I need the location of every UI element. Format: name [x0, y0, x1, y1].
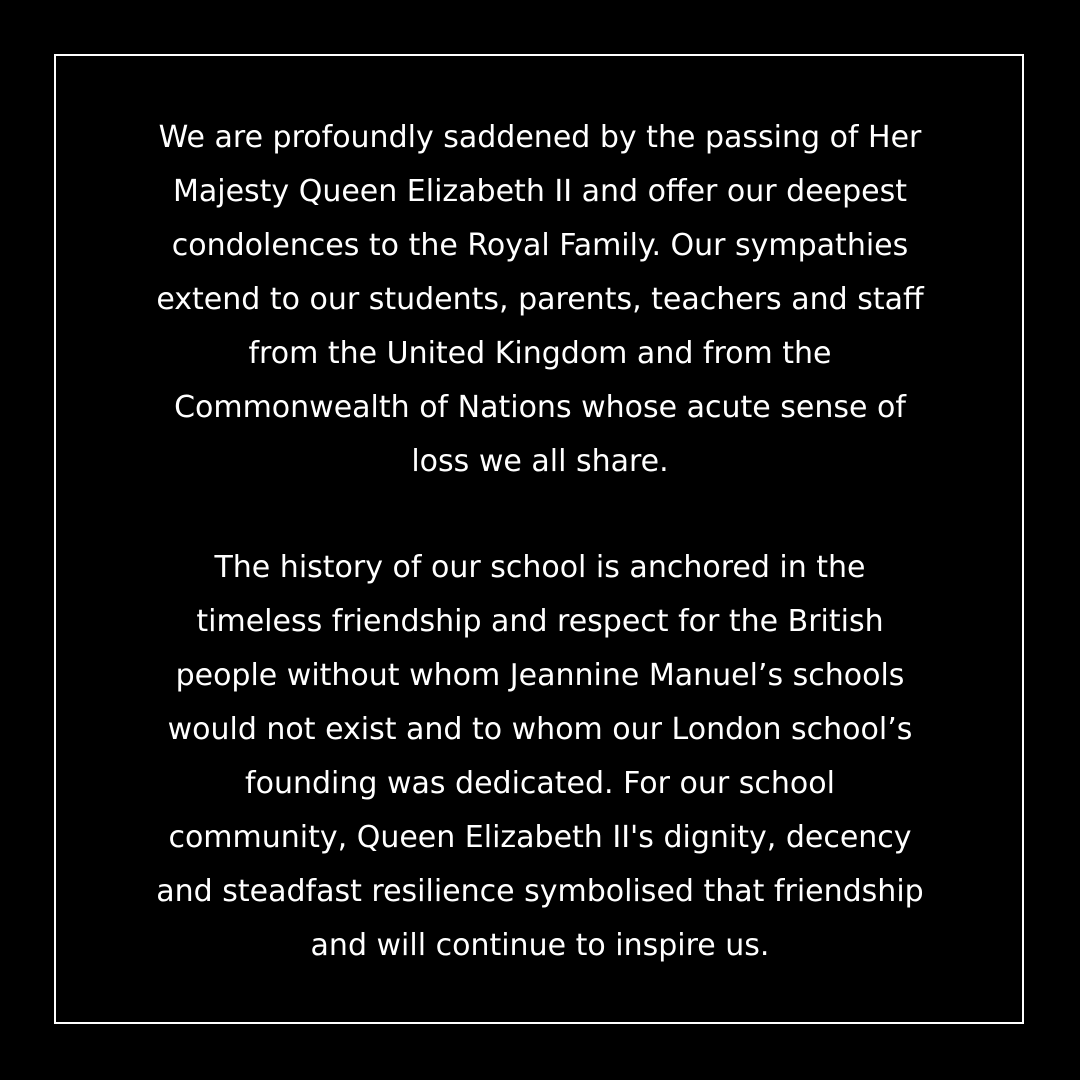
paragraph-line: would not exist and to whom our London school’s [167, 712, 913, 747]
paragraph-line: and steadfast resilience symbolised that friendship [156, 874, 924, 909]
paragraph-line: condolences to the Royal Family. Our sympathies [171, 228, 909, 263]
paragraph-line: Commonwealth of Nations whose acute sense of [174, 390, 906, 425]
condolence-paragraph [58, 111, 1022, 489]
paragraph-line: extend to our students, parents, teachers and staff [156, 282, 924, 317]
paragraph-line: community, Queen Elizabeth II's dignity, decency [168, 820, 912, 855]
paragraph-line: from the United Kingdom and from the [248, 336, 832, 371]
paragraph-line: We are profoundly saddened by the passing of Her [158, 120, 922, 155]
school-history-paragraph [58, 541, 1022, 973]
paragraph-line: founding was dedicated. For our school [245, 766, 835, 801]
paragraph-line: and will continue to inspire us. [310, 928, 770, 963]
paragraph-line: The history of our school is anchored in the [214, 550, 866, 585]
paragraph-line: timeless friendship and respect for the British [196, 604, 884, 639]
paragraph-line: people without whom Jeannine Manuel’s schools [175, 658, 905, 693]
paragraph-line: loss we all share. [411, 444, 669, 479]
paragraph-line: Majesty Queen Elizabeth II and offer our deepest [172, 174, 908, 209]
